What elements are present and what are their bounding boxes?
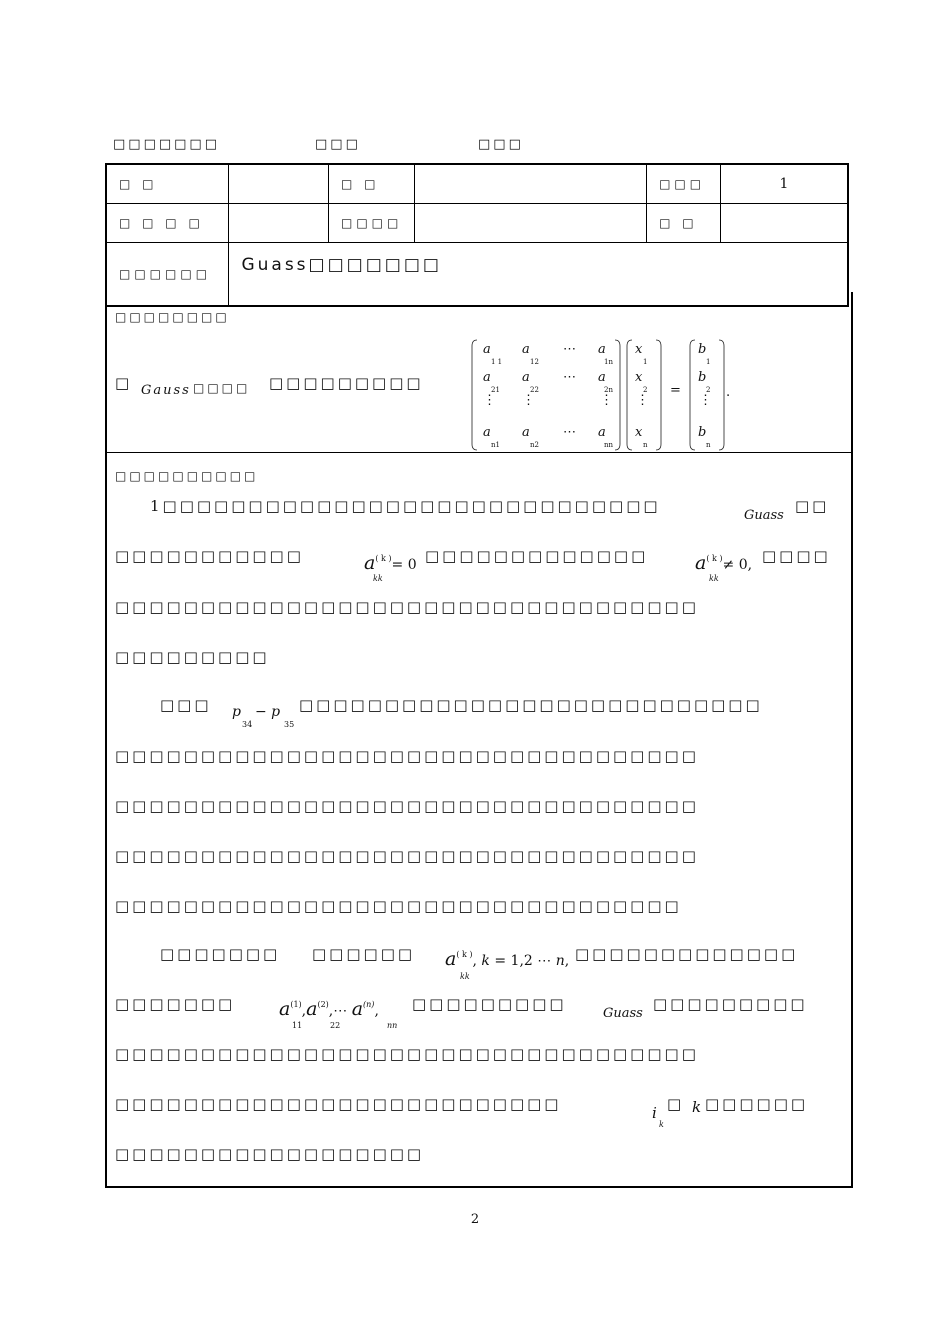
sec2-p3-line2a: □□□□□□□ (115, 995, 236, 1013)
sec2-p3-line5: □□□□□□□□□□□□□□□□□□ (115, 1145, 425, 1163)
header-term: □□□ (478, 137, 524, 152)
sec2-p3-line3: □□□□□□□□□□□□□□□□□□□□□□□□□□□□□□□□□□ (115, 1045, 699, 1063)
math-akk-nonzero: $a^{( k )}\ne 0$, (695, 552, 753, 574)
math-ann-sub: nn (387, 1021, 398, 1030)
sec2-p3-c: □□□□□□□□□□□□□ (575, 945, 799, 963)
svg-text:1: 1 (706, 358, 711, 366)
math-p34-sub: 34 (242, 720, 253, 729)
sec2-p1-tail: □□ (795, 497, 830, 515)
section-divider (107, 452, 851, 453)
math-a22-sub: 22 (330, 1021, 341, 1030)
svg-text:x: x (635, 425, 643, 440)
svg-text:a: a (522, 342, 530, 357)
svg-text:a: a (598, 342, 606, 357)
content-box (105, 292, 853, 1188)
svg-text:b: b (698, 425, 707, 440)
svg-text:⋮: ⋮ (600, 393, 613, 408)
math-akk-zero: $a^{( k )}= 0$ (364, 552, 417, 574)
svg-text:⋮: ⋮ (699, 393, 712, 408)
label-grade: □ □ (647, 204, 721, 243)
sec2-p3-line4b: □ (667, 1095, 685, 1113)
sec2-p3-line4c: □□□□□□ (705, 1095, 809, 1113)
svg-text:2: 2 (706, 386, 711, 394)
header-class: □□□ (315, 137, 361, 152)
sec2-p3-a: □□□□□□□ (160, 945, 281, 963)
sec2-p1-line2c: □□□□ (762, 547, 831, 565)
sec2-p3-line2c: □□□□□□□□□ (653, 995, 808, 1013)
svg-text:1: 1 (643, 358, 648, 366)
sec2-p1-line3: □□□□□□□□□□□□□□□□□□□□□□□□□□□□□□□□□□ (115, 598, 699, 616)
label-date: □□□□ (328, 204, 414, 243)
sec1-title: □□□□□□□□ (115, 310, 230, 324)
svg-text:⋮: ⋮ (636, 393, 649, 408)
sec2-p3-line4: □□□□□□□□□□□□□□□□□□□□□□□□□□ (115, 1095, 562, 1113)
svg-text:a: a (598, 425, 606, 440)
sec2-title: □□□□□□□□□□ (115, 469, 259, 483)
math-akk-nonzero-sub: kk (709, 574, 719, 583)
svg-text:a: a (483, 342, 491, 357)
info-table (105, 163, 849, 307)
svg-text:2: 2 (643, 386, 648, 394)
svg-text:x: x (635, 342, 643, 357)
svg-text:.: . (726, 385, 731, 400)
svg-text:⋮: ⋮ (483, 393, 496, 408)
svg-text:1 1: 1 1 (491, 358, 503, 366)
sec2-p1-line2b: □□□□□□□□□□□□□ (425, 547, 649, 565)
math-k: k (692, 1098, 702, 1116)
value-grade (721, 204, 848, 243)
svg-text:a: a (522, 425, 530, 440)
value-id (415, 164, 647, 204)
sec1-after: □□□□ (193, 381, 251, 395)
svg-text:⋮: ⋮ (522, 393, 535, 408)
svg-text:2n: 2n (604, 386, 613, 394)
value-seq: 1 (721, 164, 848, 204)
math-p34-p35: p − p (232, 704, 281, 720)
math-i-k-sub: k (659, 1120, 664, 1129)
sec2-p3-guass: Guass (603, 1006, 643, 1021)
sec2-p1-line4: □□□□□□□□□ (115, 648, 270, 666)
sec2-p2-line4: □□□□□□□□□□□□□□□□□□□□□□□□□□□□□□□□□□ (115, 847, 699, 865)
value-date (415, 204, 647, 243)
label-id: □ □ (328, 164, 414, 204)
sec1-prefix: □ (115, 374, 133, 392)
svg-text:12: 12 (530, 358, 539, 366)
value-major (229, 204, 329, 243)
sec2-p1-line1: 1□□□□□□□□□□□□□□□□□□□□□□□□□□□□□ (150, 497, 661, 515)
label-title: □□□□□□ (106, 243, 229, 307)
svg-text:=: = (670, 383, 681, 398)
value-name (229, 164, 329, 204)
label-seq: □□□ (647, 164, 721, 204)
svg-text:a: a (598, 370, 606, 385)
svg-text:x: x (635, 370, 643, 385)
svg-text:a: a (483, 370, 491, 385)
math-i-k: i (652, 1104, 657, 1122)
math-akk-zero-sub: kk (373, 574, 383, 583)
sec1-gauss: Gauss (141, 383, 191, 398)
svg-text:b: b (698, 370, 707, 385)
svg-text:a: a (522, 370, 530, 385)
sec2-p1-line2a: □□□□□□□□□□□ (115, 547, 304, 565)
svg-text:a: a (483, 425, 491, 440)
sec1-task: □□□□□□□□□ (269, 374, 424, 392)
svg-text:⋯: ⋯ (563, 370, 576, 385)
sec2-p2-line5: □□□□□□□□□□□□□□□□□□□□□□□□□□□□□□□□□ (115, 897, 682, 915)
svg-text:nn: nn (604, 441, 614, 449)
svg-text:n: n (643, 441, 648, 449)
math-a11-sub: 11 (292, 1021, 303, 1030)
sec2-p2-start: □□□ (160, 696, 212, 714)
header-college: □□□□□□□ (113, 137, 220, 152)
math-akk-range-sub: kk (460, 972, 470, 981)
sec2-p3-line2b: □□□□□□□□□ (412, 995, 567, 1013)
svg-text:⋯: ⋯ (563, 425, 576, 440)
svg-text:22: 22 (530, 386, 539, 394)
svg-text:⋯: ⋯ (563, 342, 576, 357)
label-major: □ □ □ □ (106, 204, 229, 243)
sec2-p2-line3: □□□□□□□□□□□□□□□□□□□□□□□□□□□□□□□□□□ (115, 797, 699, 815)
value-title: Guass□□□□□□□ (229, 243, 848, 307)
svg-text:b: b (698, 342, 707, 357)
svg-text:n1: n1 (491, 441, 500, 449)
matrix-equation (467, 336, 737, 454)
svg-text:1n: 1n (604, 358, 613, 366)
sec2-p1-guass: Guass (744, 508, 784, 523)
label-name: □ □ (106, 164, 229, 204)
sec2-p2-line2: □□□□□□□□□□□□□□□□□□□□□□□□□□□□□□□□□□ (115, 747, 699, 765)
math-akk-range: $a^{( k )}$, k = 1,2 ⋯ n, (445, 948, 570, 970)
page-number: 2 (470, 1212, 480, 1227)
svg-text:n: n (706, 441, 711, 449)
math-p35-sub: 35 (284, 720, 295, 729)
svg-text:n2: n2 (530, 441, 539, 449)
svg-text:21: 21 (491, 386, 500, 394)
sec2-p3-b: □□□□□□ (312, 945, 416, 963)
sec2-p2-rest: □□□□□□□□□□□□□□□□□□□□□□□□□□□ (299, 696, 763, 714)
math-diagonal-seq: $a^{(1)},a^{(2)},\cdots$ $a^{(n)}$, (279, 998, 379, 1020)
